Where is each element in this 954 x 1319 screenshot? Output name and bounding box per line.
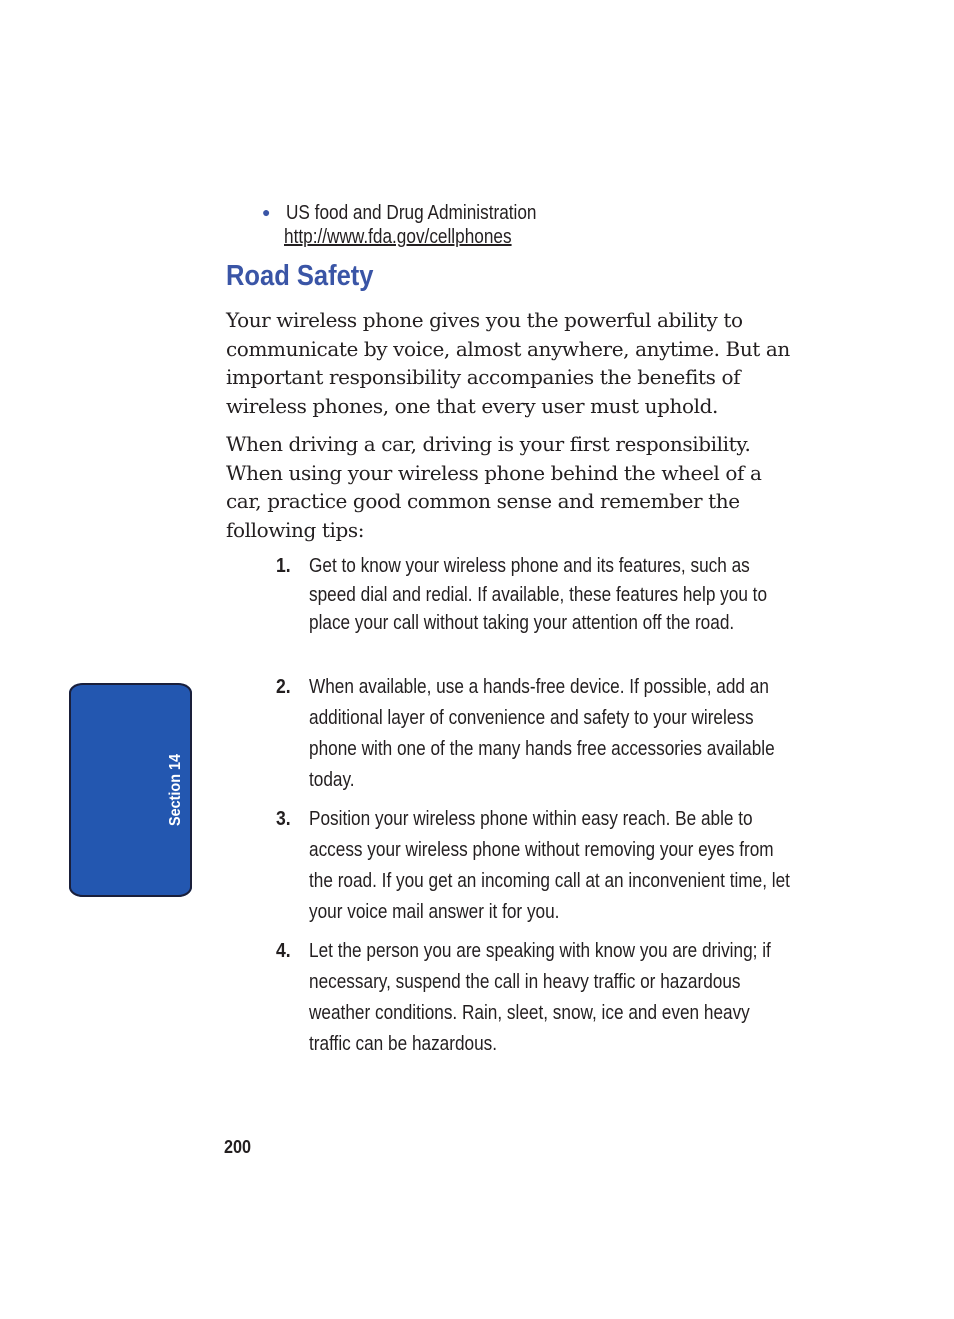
step-text: When available, use a hands-free device. If possible, add an additional layer of convenience and safety to your wireless phone with one of the many hands free accessories available today. bbox=[309, 676, 775, 791]
driving-paragraph: When driving a car, driving is your first responsibility. When using your wireless phone behind the wheel of a car, practice good common sense and remember the following tips: bbox=[226, 432, 762, 542]
bullet-dot-icon: ● bbox=[262, 204, 271, 220]
section-tab-label: Section 14 bbox=[167, 753, 184, 827]
step-number: 3. bbox=[276, 808, 291, 830]
step-number: 4. bbox=[276, 940, 291, 962]
page-number: 200 bbox=[224, 1137, 252, 1157]
step-text: Position your wireless phone within easy reach. Be able to access your wireless phone without removing your eyes from the road. If you get an incoming call at an inconvenient time, let your voice mail answer it for you. bbox=[309, 808, 790, 923]
step-number: 2. bbox=[276, 676, 291, 698]
fda-link[interactable]: http://www.fda.gov/cellphones bbox=[284, 226, 512, 248]
step-text: Get to know your wireless phone and its features, such as speed dial and redial. If available, these features help you to place your call without taking your attention off the road. bbox=[309, 555, 768, 634]
section-heading: Road Safety bbox=[226, 260, 374, 292]
step-number: 1. bbox=[276, 555, 291, 577]
step-text: Let the person you are speaking with know you are driving; if necessary, suspend the call in heavy traffic or hazardous weather conditions. Rain, sleet, snow, ice and even heavy traffic can be hazardous. bbox=[309, 940, 771, 1055]
bullet-text: US food and Drug Administration bbox=[286, 202, 537, 224]
intro-paragraph: Your wireless phone gives you the powerful ability to communicate by voice, almost anywhere, anytime. But an important responsibility accompanies the benefits of wireless phones, one that every user must uphold. bbox=[226, 308, 790, 418]
